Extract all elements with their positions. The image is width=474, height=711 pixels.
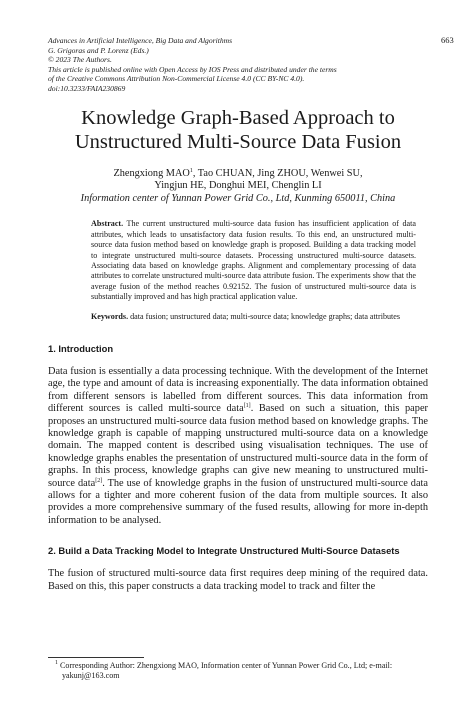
title-line-1: Knowledge Graph-Based Approach to (81, 106, 395, 129)
affiliation: Information center of Yunnan Power Grid Co., Ltd, Kunming 650011, China (80, 192, 396, 204)
author-block (48, 168, 428, 206)
abstract (91, 219, 416, 302)
meta-line-doi: doi:10.3233/FAIA230869 (48, 83, 126, 93)
meta-line-license-2: of the Creative Commons Attribution Non-Commercial License 4.0 (CC BY-NC 4.0). (48, 74, 305, 84)
introduction-paragraph (48, 366, 428, 527)
meta-line-editors: G. Grigoras and P. Lorenz (Eds.) (48, 45, 149, 55)
co-authors-1: , Tao CHUAN, Jing ZHOU, Wenwei SU, (192, 167, 363, 179)
section2-paragraph: The fusion of structured multi-source data first requires deep mining of the required data. Based on this, this paper constructs a data tracking model to track and filter the (48, 568, 428, 592)
page-number: 663 (441, 35, 454, 45)
author-line-2: Yingjun HE, Donghui MEI, Chenglin LI (154, 180, 322, 192)
citation-1[interactable]: [1] (243, 403, 251, 410)
footnote-marker: 1 (55, 660, 58, 666)
paper-title (48, 106, 428, 154)
keywords-label: Keywords. (91, 311, 129, 321)
keywords (91, 312, 416, 322)
author-line-1 (48, 168, 428, 181)
footnote (48, 661, 428, 681)
abstract-text: The current unstructured multi-source data fusion has insufficient application of data attributes, which leads to unsatisfactory data fusion results. To this end, an unstructured multi-source data fusion method based on knowledge graph is proposed. Building a data tracking model to integrate unstructured multi-source datasets. Processing unstructured multi-source datasets. Associating data based on knowledge graphs. Alignment and complementary processing of data attributes to correlate unstructured multi-source data attribute fusion. The experiments show that the average fusion of the method reaches 0.92152. The fusion of unstructured multi-source data is substantially improved and has high practical application value. (91, 219, 416, 302)
author-footnote-marker: 1 (189, 167, 193, 174)
meta-line-copyright: © 2023 The Authors. (48, 55, 112, 65)
footnote-divider (48, 657, 144, 658)
meta-line-book: Advances in Artificial Intelligence, Big Data and Algorithms (48, 36, 233, 45)
section-heading-introduction: 1. Introduction (48, 343, 114, 354)
intro-text-2: . Based on such a situation, this paper proposes an unstructured multi-source data fusion method based on knowledge graphs. The knowledge graph is capable of mapping unstructured multi-source data on a knowledge domain. The mapped content is described using visualisation techniques. The use of knowledge graphs enables the presentation of unstructured multi-source data in the form of graphs. In this process, knowledge graphs can give new meaning to unstructured multi-source data (48, 403, 428, 489)
paper-page (48, 35, 454, 593)
intro-text-3: . The use of knowledge graphs in the fusion of unstructured multi-source data allows for a tighter and more coherent fusion of the data from multiple sources. It also provides a more comprehensive summary of the fused results, allowing for more in-depth information to be analysed. (48, 477, 429, 526)
corresponding-author: Zhengxiong MAO (113, 167, 190, 179)
title-line-2: Unstructured Multi-Source Data Fusion (74, 130, 402, 153)
footnote-text: Corresponding Author: Zhengxiong MAO, Information center of Yunnan Power Grid Co., Ltd; e-mail: yakunj@163.com (58, 661, 393, 680)
section-heading-data-tracking-model: 2. Build a Data Tracking Model to Integrate Unstructured Multi-Source Datasets (48, 545, 400, 557)
footnote-area (48, 657, 428, 681)
meta-line-license-1: This article is published online with Open Access by IOS Press and distributed under the terms (48, 64, 337, 74)
publication-metadata (48, 36, 368, 94)
abstract-label: Abstract. (91, 219, 124, 229)
intro-text-1: Data fusion is essentially a data processing technique. With the development of the Internet age, the type and amount of data is increasing exponentially. The data information obtained from different sensors is labelled from different sources. This data information from different sources is called multi-source data (48, 366, 428, 415)
citation-2[interactable]: [2] (95, 477, 103, 484)
keywords-text: data fusion; unstructured data; multi-source data; knowledge graphs; data attributes (128, 311, 401, 321)
